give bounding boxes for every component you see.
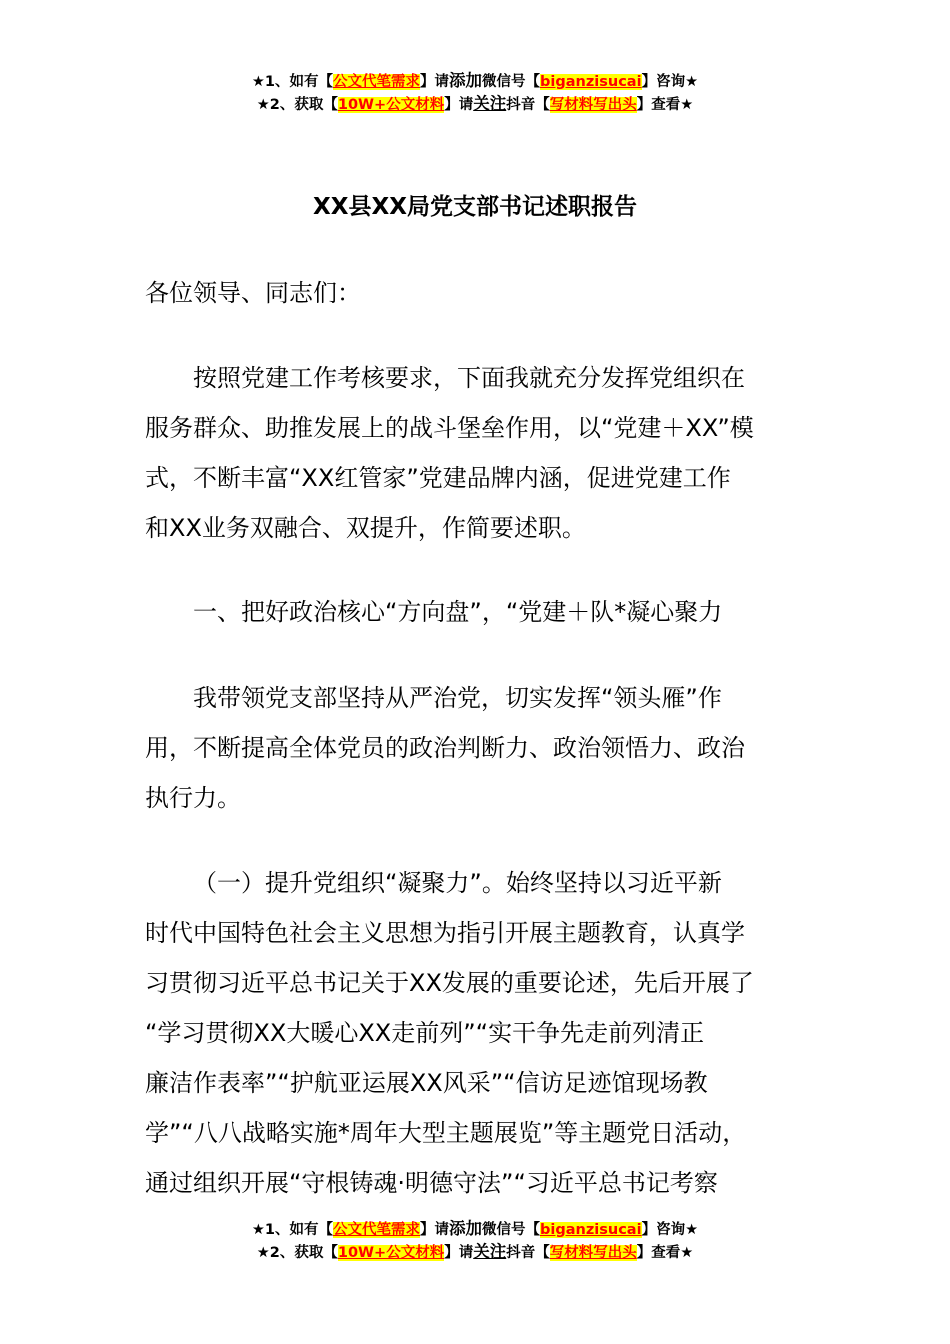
paragraph-line: 服务群众、助推发展上的战斗堡垒作用，以“党建＋XX”模: [145, 414, 754, 442]
highlight-wechat-id: biganzisucai: [540, 1222, 642, 1238]
paragraph-line: 我带领党支部坚持从严治党，切实发挥“领头雁”作: [193, 684, 722, 712]
banner-line-2: ★2、获取【10W+公文材料】请关注抖音【写材料写出头】查看★: [256, 94, 694, 113]
paragraph-line: 廉洁作表率”“护航亚运展XX风采”“信访足迹馆现场教: [145, 1069, 708, 1097]
paragraph-line: 时代中国特色社会主义思想为指引开展主题教育，认真学: [145, 919, 745, 947]
paragraph-line: 和XX业务双融合、双提升，作简要述职。: [145, 514, 586, 542]
section-1-heading-block: [145, 587, 810, 637]
highlight-douyin-account: 写材料写出头: [549, 97, 637, 113]
highlight-douyin-account: 写材料写出头: [549, 1245, 637, 1261]
paragraph-line: 通过组织开展“守根铸魂·明德守法”“习近平总书记考察: [145, 1169, 718, 1197]
section-1-paragraph: [145, 673, 810, 823]
intro-paragraph: [145, 353, 810, 553]
paragraph-line: 式，不断丰富“XX红管家”党建品牌内涵，促进党建工作: [145, 464, 731, 492]
salutation-block: [145, 268, 810, 318]
banner-line-1: ★1、如有【公文代笔需求】请添加微信号【biganzisucai】咨询★: [251, 71, 699, 90]
paragraph-line: 用，不断提高全体党员的政治判断力、政治领悟力、政治: [145, 734, 745, 762]
paragraph-line: 学”“八八战略实施*周年大型主题展览”等主题党日活动，: [145, 1119, 747, 1147]
footer-banner: [0, 1218, 950, 1264]
highlight-ghostwriting: 公文代笔需求: [333, 74, 421, 90]
document-title: XX县XX局党支部书记述职报告: [313, 194, 637, 220]
salutation: 各位领导、同志们：: [145, 279, 361, 307]
paragraph-line: “学习贯彻XX大暖心XX走前列”“实干争先走前列清正: [145, 1019, 705, 1047]
highlight-materials: 10W+公文材料: [337, 97, 445, 113]
banner-line-1: ★1、如有【公文代笔需求】请添加微信号【biganzisucai】咨询★: [251, 1219, 699, 1238]
highlight-ghostwriting: 公文代笔需求: [333, 1222, 421, 1238]
paragraph-line: 按照党建工作考核要求，下面我就充分发挥党组织在: [193, 364, 745, 392]
paragraph-line: 习贯彻习近平总书记关于XX发展的重要论述，先后开展了: [145, 969, 754, 997]
highlight-materials: 10W+公文材料: [337, 1245, 445, 1261]
header-banner: [0, 70, 950, 116]
highlight-wechat-id: biganzisucai: [540, 74, 642, 90]
subsection-1-paragraph: [145, 858, 810, 1208]
banner-line-2: ★2、获取【10W+公文材料】请关注抖音【写材料写出头】查看★: [256, 1242, 694, 1261]
paragraph-line: （一）提升党组织“凝聚力”。始终坚持以习近平新: [193, 869, 722, 897]
section-heading: 一、把好政治核心“方向盘”，“党建＋队*凝心聚力: [193, 598, 723, 626]
paragraph-line: 执行力。: [145, 784, 241, 812]
